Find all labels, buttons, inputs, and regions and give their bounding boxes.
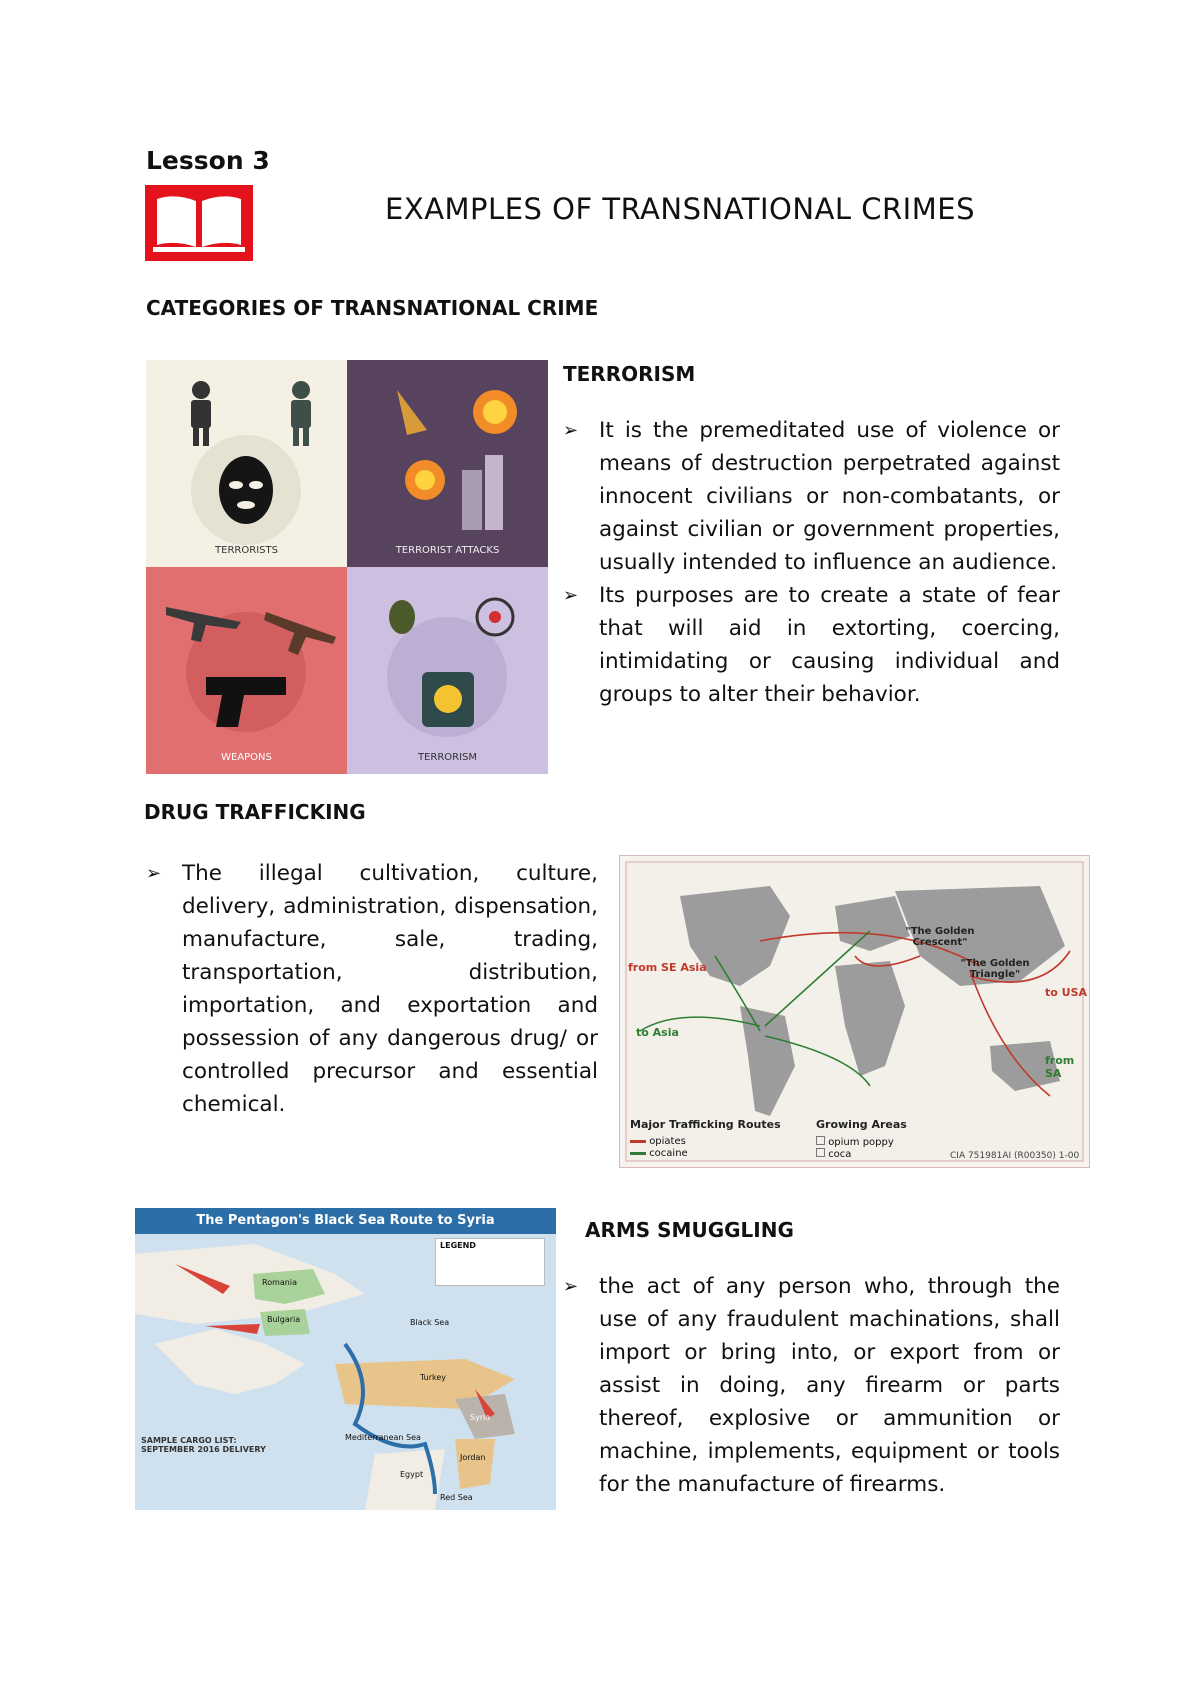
drug-trafficking-map xyxy=(619,855,1090,1168)
legend-item: cocaine xyxy=(630,1148,688,1159)
terrorism-infographic xyxy=(146,360,550,776)
map-place: Romania xyxy=(262,1278,297,1287)
legend-item: opium poppy xyxy=(816,1136,894,1148)
list-item: ➢ the act of any person who, through the use of any fraudulent machinations, shall import or bring into, or export from or assist in doing, any firearm or parts thereof, explosive or ammunition or machine, implements, equipment or tools for the manufacture of firearms. xyxy=(563,1270,1060,1501)
map-place: Syria xyxy=(470,1413,491,1422)
map-place: Turkey xyxy=(420,1373,447,1382)
quadrant-terrorist-attacks xyxy=(347,360,548,567)
map-place: Jordan xyxy=(460,1453,486,1462)
map-place: Mediterranean Sea xyxy=(345,1433,421,1442)
arms-smuggling-heading: ARMS SMUGGLING xyxy=(585,1218,794,1242)
terrorism-bullets xyxy=(563,414,1060,711)
list-item: ➢ It is the premeditated use of violence or means of destruction perpetrated against innocent civilians or non-combatants, or against civilian or government properties, usually intended to influence an audience. xyxy=(563,414,1060,579)
map-label: "The Golden Triangle" xyxy=(960,958,1030,980)
arms-smuggling-bullets xyxy=(563,1270,1060,1501)
quadrant-terrorists xyxy=(146,360,347,567)
list-item: ➢ The illegal cultivation, culture, delivery, administration, dispensation, manufacture, sale, trading, transportation, distribution, importation, and exportation and possession of any dangerous drug/ or controlled precursor and essential chemical. xyxy=(146,857,598,1121)
map-label: from SE Asia xyxy=(628,961,707,974)
map-label: to Asia xyxy=(636,1026,679,1039)
legend-routes-title: Major Trafficking Routes xyxy=(630,1118,781,1131)
quadrant-label: WEAPONS xyxy=(221,752,272,763)
map-place: Red Sea xyxy=(440,1493,473,1502)
map-place: Black Sea xyxy=(410,1318,450,1327)
arms-smuggling-map xyxy=(135,1208,556,1510)
map-label: "The Golden Crescent" xyxy=(905,926,975,948)
legend-item: opiates xyxy=(630,1136,686,1147)
arrow-bullet-icon: ➢ xyxy=(146,863,162,884)
legend-areas-title: Growing Areas xyxy=(816,1118,907,1131)
quadrant-label: TERRORIST ATTACKS xyxy=(395,545,500,556)
list-item: ➢ Its purposes are to create a state of fear that will aid in extorting, coercing, intimidating or causing individual and groups to alter their behavior. xyxy=(563,579,1060,711)
arrow-bullet-icon: ➢ xyxy=(563,420,579,441)
quadrant-label: TERRORISM xyxy=(417,752,478,763)
book-icon xyxy=(145,185,253,261)
quadrant-terrorism xyxy=(347,567,548,774)
arrow-bullet-icon: ➢ xyxy=(563,1276,579,1297)
quadrant-label: TERRORISTS xyxy=(215,545,278,556)
map-label: from SA xyxy=(1045,1054,1075,1080)
arrow-bullet-icon: ➢ xyxy=(563,585,579,606)
quadrant-weapons xyxy=(146,567,347,774)
page-title: EXAMPLES OF TRANSNATIONAL CRIMES xyxy=(385,192,975,226)
map-code: CIA 751981AI (R00350) 1-00 xyxy=(950,1151,1080,1161)
lesson-number: Lesson 3 xyxy=(146,146,270,175)
legend-item: coca xyxy=(816,1148,851,1160)
map-legend: LEGEND xyxy=(435,1238,545,1286)
map-place: Bulgaria xyxy=(267,1315,301,1324)
cargo-title: SAMPLE CARGO LIST: SEPTEMBER 2016 DELIVERY xyxy=(141,1436,266,1454)
map-label: to USA xyxy=(1045,986,1088,999)
categories-heading: CATEGORIES OF TRANSNATIONAL CRIME xyxy=(146,296,599,320)
map-title: The Pentagon's Black Sea Route to Syria xyxy=(135,1208,556,1234)
drug-trafficking-heading: DRUG TRAFFICKING xyxy=(144,800,366,824)
drug-trafficking-bullets xyxy=(146,857,598,1121)
map-place: Egypt xyxy=(400,1470,424,1479)
terrorism-heading: TERRORISM xyxy=(563,362,696,386)
